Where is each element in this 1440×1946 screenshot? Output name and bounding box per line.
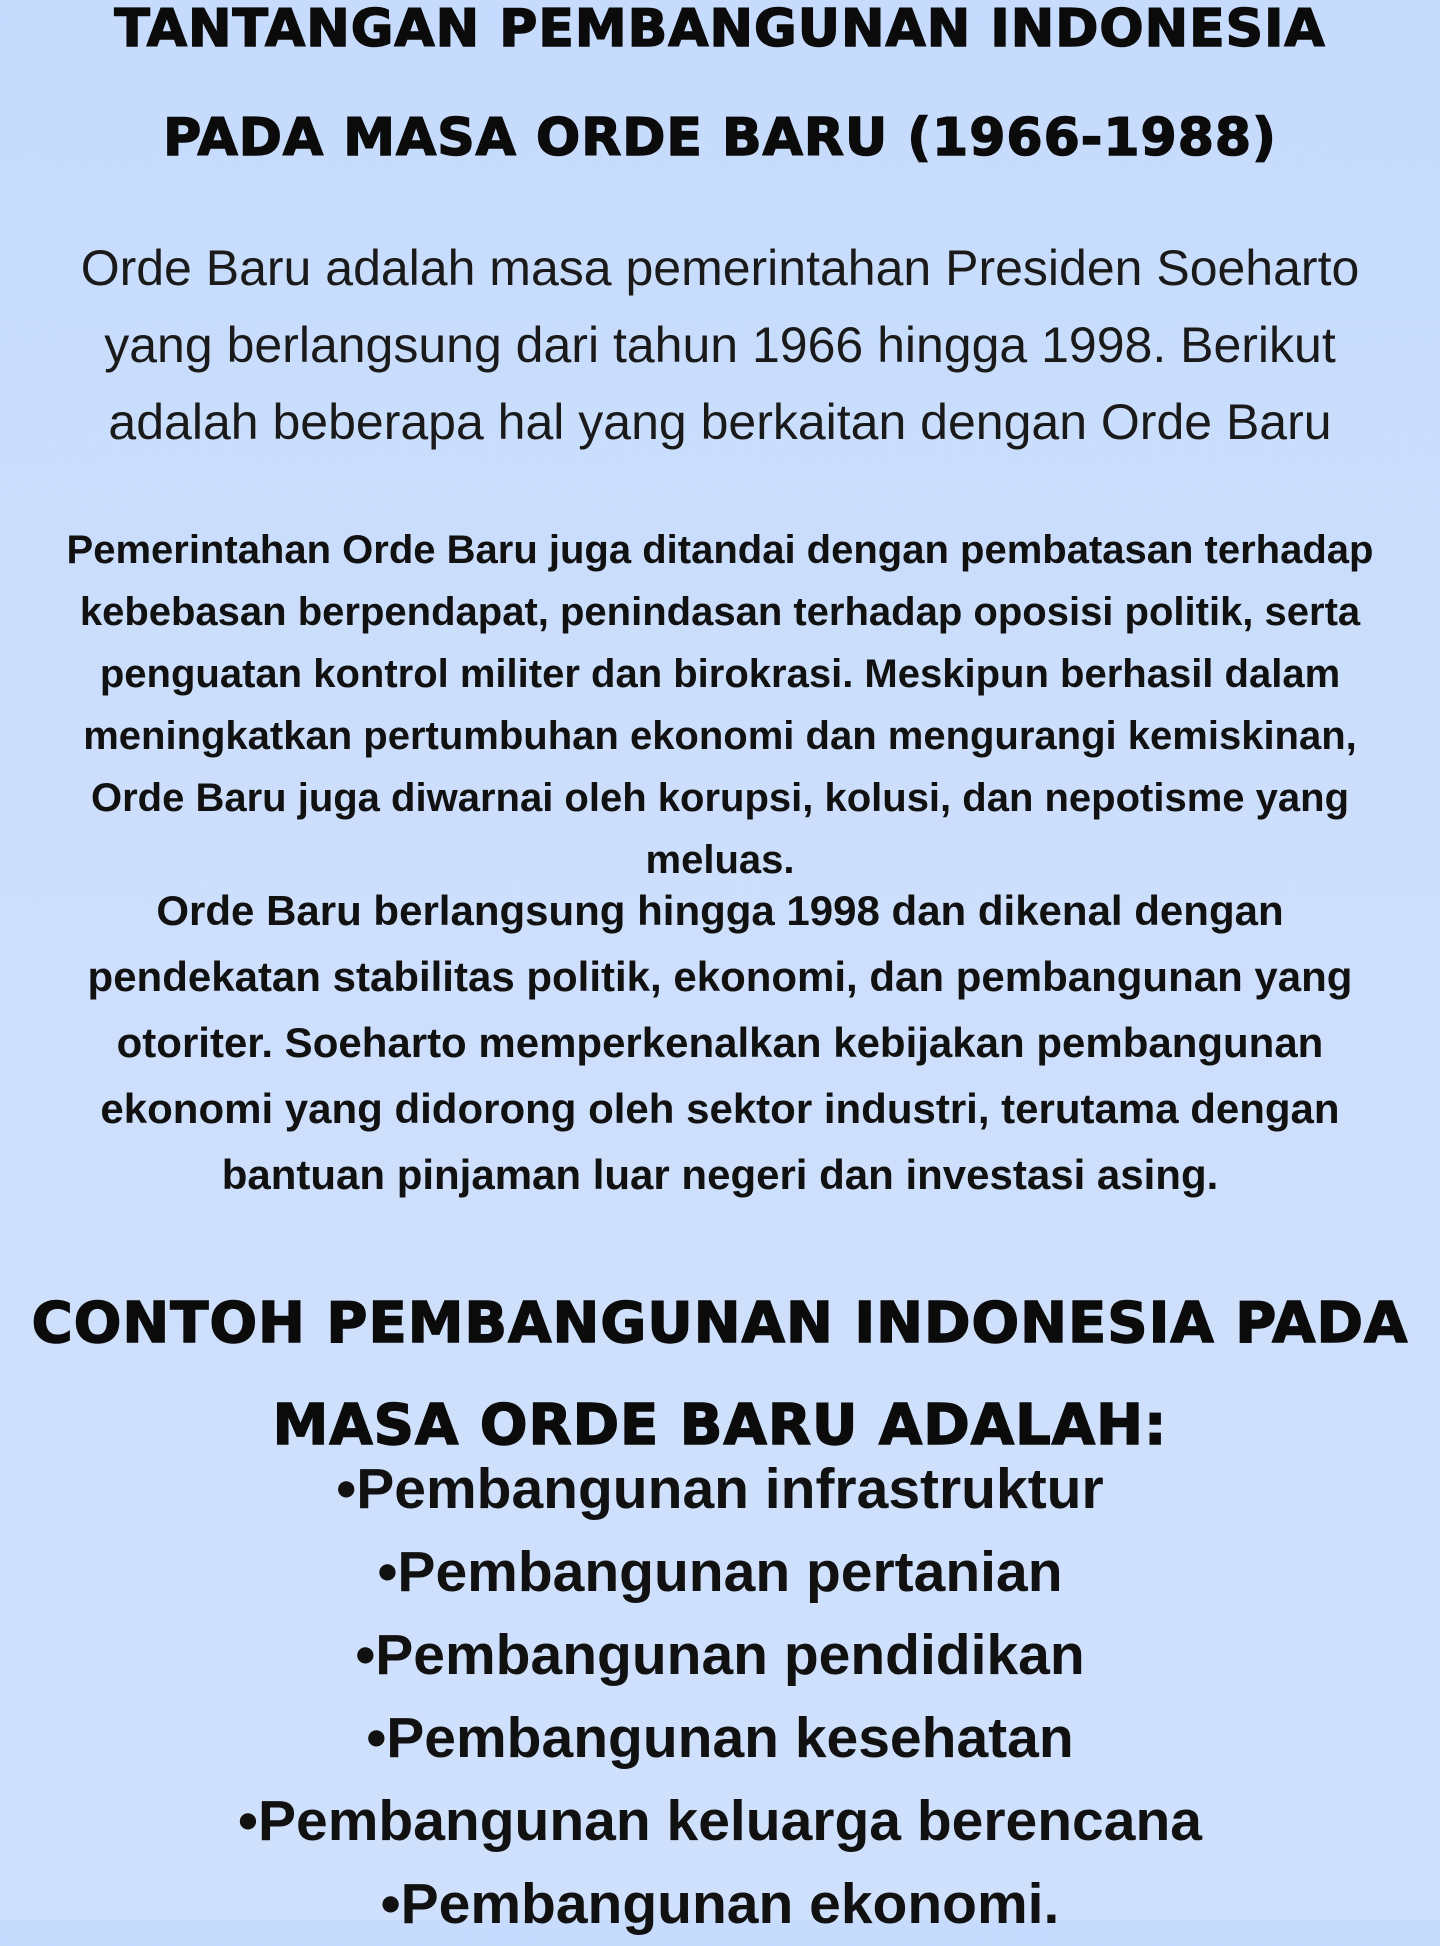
list-item: •Pembangunan pertanian [377,1540,1063,1604]
list-item: •Pembangunan kesehatan [366,1706,1074,1770]
list-item: •Pembangunan ekonomi. [380,1872,1060,1936]
list-item: •Pembangunan pendidikan [355,1623,1085,1687]
body-paragraph-1: Pemerintahan Orde Baru juga ditandai dengan pembatasan terhadap kebebasan berpendapat, penindasan terhadap oposisi politik, serta penguatan kontrol militer dan birokrasi. Meskipun berhasil dalam meningkatkan pertumbuhan ekonomi dan mengurangi kemiskinan, Orde Baru juga diwarnai oleh korupsi, kolusi, dan nepotisme yang meluas. [66,528,1374,882]
section-title-line-2: MASA ORDE BARU ADALAH: [272,1393,1168,1459]
main-title-line-2: PADA MASA ORDE BARU (1966-1988) [163,107,1277,168]
main-title-line-1: TANTANGAN PEMBANGUNAN INDONESIA [114,0,1326,59]
intro-paragraph: Orde Baru adalah masa pemerintahan Presiden Soeharto yang berlangsung dari tahun 1966 hingga 1998. Berikut adalah beberapa hal yang berkaitan dengan Orde Baru [80,240,1360,450]
list-item: •Pembangunan keluarga berencana [238,1789,1202,1853]
development-list [0,1448,1440,1946]
list-item: •Pembangunan infrastruktur [336,1457,1104,1521]
section-title-line-1: CONTOH PEMBANGUNAN INDONESIA PADA [31,1291,1409,1357]
body-paragraph-2: Orde Baru berlangsung hingga 1998 dan dikenal dengan pendekatan stabilitas politik, ekonomi, dan pembangunan yang otoriter. Soeharto memperkenalkan kebijakan pembangunan ekonomi yang didorong oleh sektor industri, terutama dengan bantuan pinjaman luar negeri dan investasi asing. [87,887,1353,1198]
